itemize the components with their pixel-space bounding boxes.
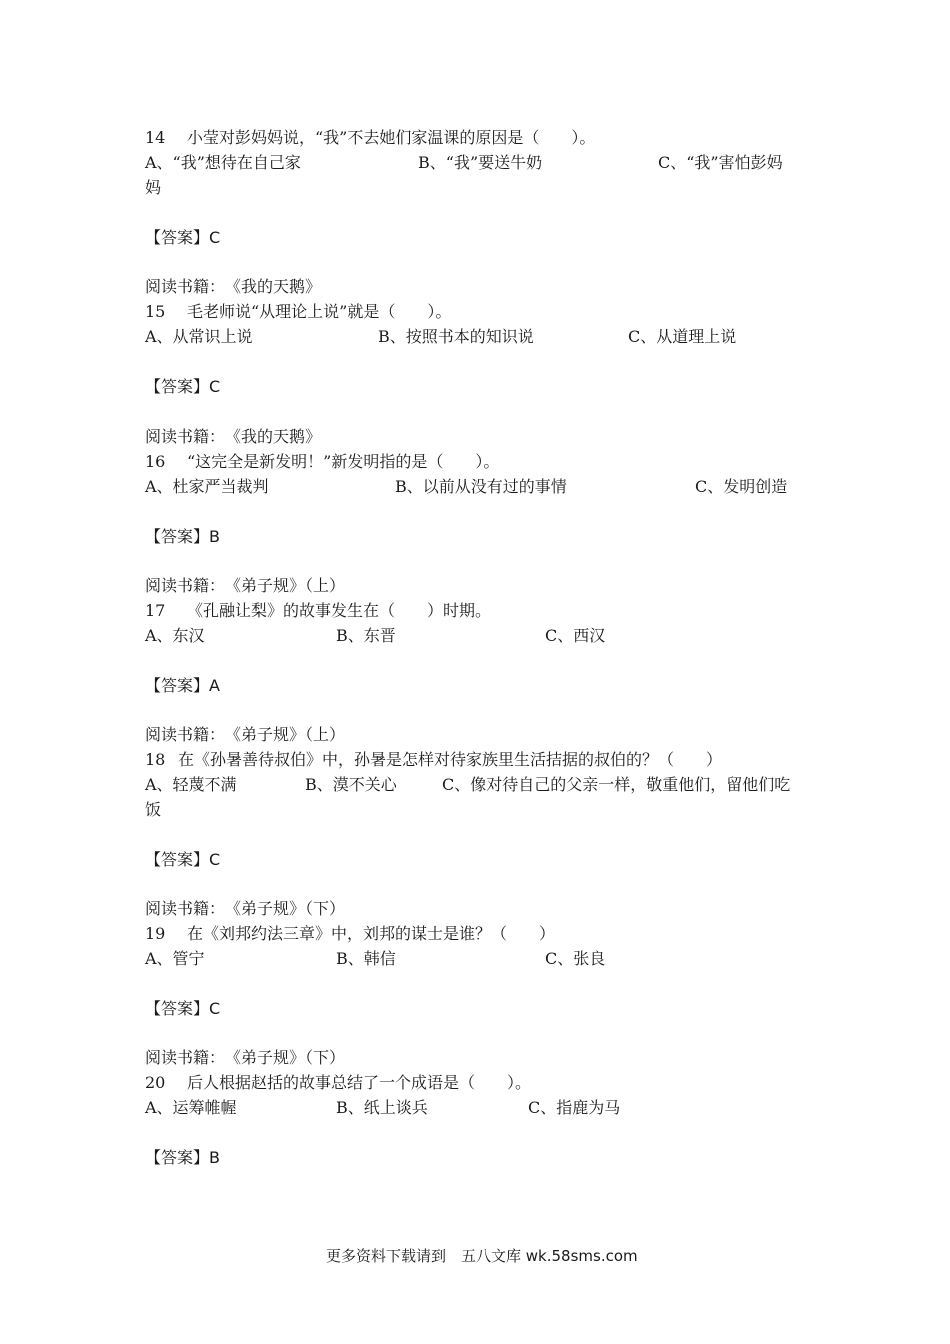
option-c: C、指鹿为马: [528, 1098, 621, 1117]
book-title: 阅读书籍： 《我的天鹅》: [145, 427, 322, 446]
answer: 【答案】C: [145, 999, 221, 1018]
question-text: 《孔融让梨》的故事发生在（ ）时期。: [187, 601, 492, 620]
option-a: A、运筹帷幄: [145, 1098, 237, 1117]
option-b: B、东晋: [336, 626, 396, 645]
question-text: 在《孙暑善待叔伯》中，孙暑是怎样对待家族里生活拮据的叔伯的？（ ）: [178, 750, 723, 769]
option-wrap: 饭: [145, 800, 162, 819]
question-number: 14: [145, 128, 166, 147]
option-c: C、从道理上说: [628, 327, 737, 346]
option-c: C、张良: [545, 949, 606, 968]
option-a: A、管宁: [145, 949, 205, 968]
option-c: C、发明创造: [695, 477, 788, 496]
answer: 【答案】C: [145, 228, 221, 247]
option-c: C、西汉: [545, 626, 606, 645]
footer-link[interactable]: 更多资料下载请到 五八文库 wk.58sms.com: [326, 1247, 638, 1265]
answer: 【答案】B: [145, 1148, 220, 1167]
question-text: 后人根据赵括的故事总结了一个成语是（ ）。: [187, 1073, 532, 1092]
option-b: B、“我”要送牛奶: [418, 153, 543, 172]
answer: 【答案】C: [145, 377, 221, 396]
question-number: 19: [145, 924, 166, 943]
question-text: 小莹对彭妈妈说，“我”不去她们家温课的原因是（ ）。: [187, 128, 596, 147]
option-a: A、轻蔑不满: [145, 775, 237, 794]
option-a: A、杜家严当裁判: [145, 477, 269, 496]
answer: 【答案】C: [145, 850, 221, 869]
option-b: B、按照书本的知识说: [378, 327, 534, 346]
question-number: 18: [145, 750, 166, 769]
option-wrap: 妈: [145, 178, 162, 197]
book-title: 阅读书籍： 《弟子规》（上）: [145, 725, 346, 744]
question-number: 16: [145, 452, 166, 471]
option-a: A、“我”想待在自己家: [145, 153, 301, 172]
question-text: 毛老师说“从理论上说”就是（ ）。: [187, 302, 452, 321]
book-title: 阅读书籍： 《弟子规》（下）: [145, 1048, 346, 1067]
option-b: B、纸上谈兵: [336, 1098, 428, 1117]
answer: 【答案】A: [145, 676, 220, 695]
question-number: 20: [145, 1073, 166, 1092]
option-c: C、像对待自己的父亲一样，敬重他们，留他们吃: [442, 775, 791, 794]
book-title: 阅读书籍： 《弟子规》（下）: [145, 899, 346, 918]
option-c: C、“我”害怕彭妈: [658, 153, 783, 172]
option-a: A、从常识上说: [145, 327, 253, 346]
question-text: “这完全是新发明！”新发明指的是（ ）。: [187, 452, 500, 471]
option-b: B、漠不关心: [305, 775, 397, 794]
question-number: 15: [145, 302, 166, 321]
book-title: 阅读书籍： 《我的天鹅》: [145, 277, 322, 296]
option-b: B、以前从没有过的事情: [395, 477, 567, 496]
question-text: 在《刘邦约法三章》中，刘邦的谋士是谁？（ ）: [187, 924, 556, 943]
answer: 【答案】B: [145, 527, 220, 546]
question-number: 17: [145, 601, 166, 620]
book-title: 阅读书籍： 《弟子规》（上）: [145, 576, 346, 595]
option-a: A、东汉: [145, 626, 205, 645]
option-b: B、韩信: [336, 949, 396, 968]
